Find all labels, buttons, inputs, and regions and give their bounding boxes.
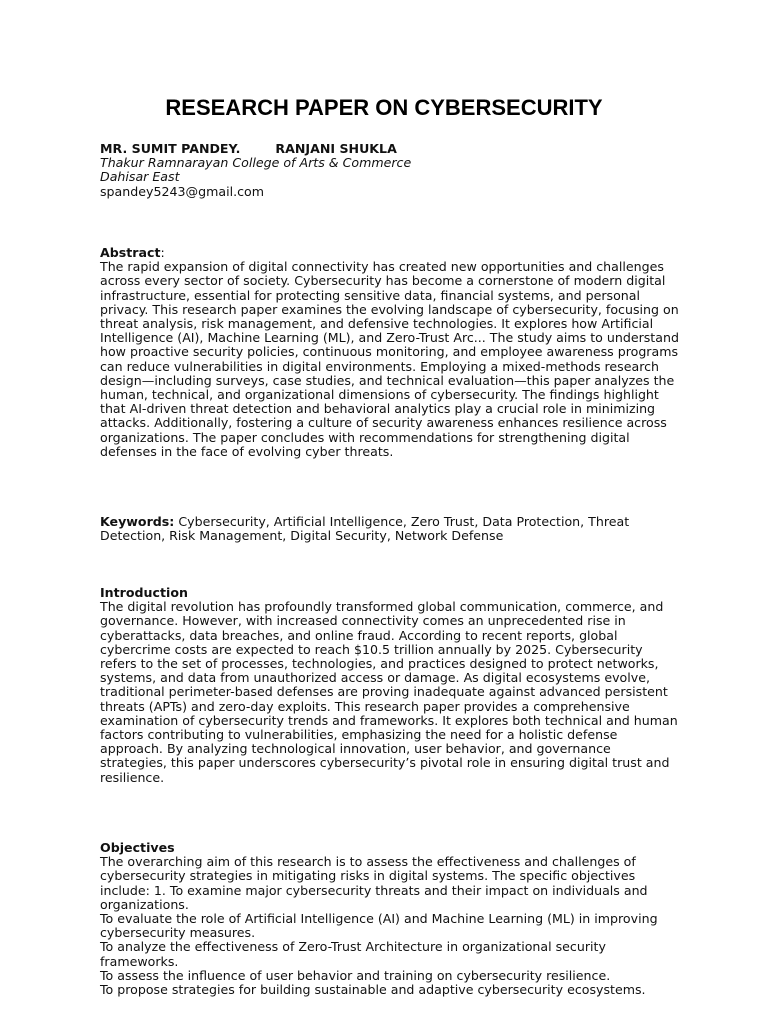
- author-college: Thakur Ramnarayan College of Arts & Commerce: [100, 155, 412, 171]
- objective-item: To evaluate the role of Artificial Intelligence (AI) and Machine Learning (ML) in improving cybersecurity measures.: [100, 911, 658, 941]
- objectives-heading: Objectives: [100, 840, 175, 855]
- objective-item: To propose strategies for building sustainable and adaptive cybersecurity ecosystems.: [100, 982, 646, 998]
- introduction-text: The digital revolution has profoundly transformed global communication, commerce, and governance. However, with increased connectivity comes an unprecedented rise in cyberattacks, data breaches, and online fraud. According to recent reports, global cybercrime costs are expected to reach $10.5 trillion annually by 2025. Cybersecurity refers to the set of processes, technologies, and practices designed to protect networks, systems, and data from unauthorized access or damage. As digital ecosystems evolve, traditional perimeter-based defenses are proving inadequate against advanced persistent threats (APTs) and zero-day exploits. This research paper provides a comprehensive examination of cybersecurity trends and frameworks. It explores both technical and human factors contributing to vulnerabilities, emphasizing the need for a holistic defense approach. By analyzing technological innovation, user behavior, and governance strategies, this paper underscores cybersecurity’s pivotal role in ensuring digital trust and resilience.: [100, 599, 678, 785]
- author-location: Dahisar East: [100, 169, 180, 185]
- objective-item: To analyze the effectiveness of Zero-Trust Architecture in organizational security frameworks.: [100, 939, 606, 969]
- abstract-heading-line: [100, 246, 680, 260]
- objectives-intro: The overarching aim of this research is to assess the effectiveness and challenges of cybersecurity strategies in mitigating risks in digital systems. The specific objectives include: 1. To examine major cybersecurity threats and their impact on individuals and organizations.: [100, 854, 648, 912]
- keywords-section: [100, 515, 680, 543]
- introduction-heading: Introduction: [100, 585, 188, 600]
- author-block: [100, 142, 680, 199]
- abstract-section: [100, 246, 680, 459]
- objective-item: To assess the influence of user behavior and training on cybersecurity resilience.: [100, 967, 611, 983]
- author-names: MR. SUMIT PANDEY. RANJANI SHUKLA: [100, 141, 397, 156]
- introduction-section: [100, 586, 680, 785]
- keywords-paragraph: [100, 515, 680, 543]
- keywords-text: Cybersecurity, Artificial Intelligence, Zero Trust, Data Protection, Threat Detection, Risk Management, Digital Security, Network Defense: [100, 514, 630, 544]
- abstract-text: The rapid expansion of digital connectivity has created new opportunities and challenges across every sector of society. Cybersecurity has become a cornerstone of modern digital infrastructure, essential for protecting sensitive data, financial systems, and personal privacy. This research paper examines the evolving landscape of cybersecurity, focusing on threat analysis, risk management, and defensive technologies. It explores how Artificial Intelligence (AI), Machine Learning (ML), and Zero-Trust Arc... The study aims to understand how proactive security policies, continuous monitoring, and employee awareness programs can reduce vulnerabilities in digital environments. Employing a mixed-methods research design—including surveys, case studies, and technical evaluation—this paper analyzes the human, technical, and organizational dimensions of cybersecurity. The findings highlight that AI-driven threat detection and behavioral analytics play a crucial role in minimizing attacks. Additionally, fostering a culture of security awareness enhances resilience across organizations. The paper concludes with recommendations for strengthening digital defenses in the face of evolving cyber threats.: [100, 259, 679, 459]
- author-email: spandey5243@gmail.com: [100, 183, 264, 199]
- page-title: RESEARCH PAPER ON CYBERSECURITY: [165, 95, 603, 120]
- abstract-heading-colon: :: [160, 245, 165, 260]
- abstract-heading: Abstract: [100, 245, 161, 260]
- objectives-section: [100, 841, 680, 997]
- keywords-label: Keywords:: [100, 514, 175, 529]
